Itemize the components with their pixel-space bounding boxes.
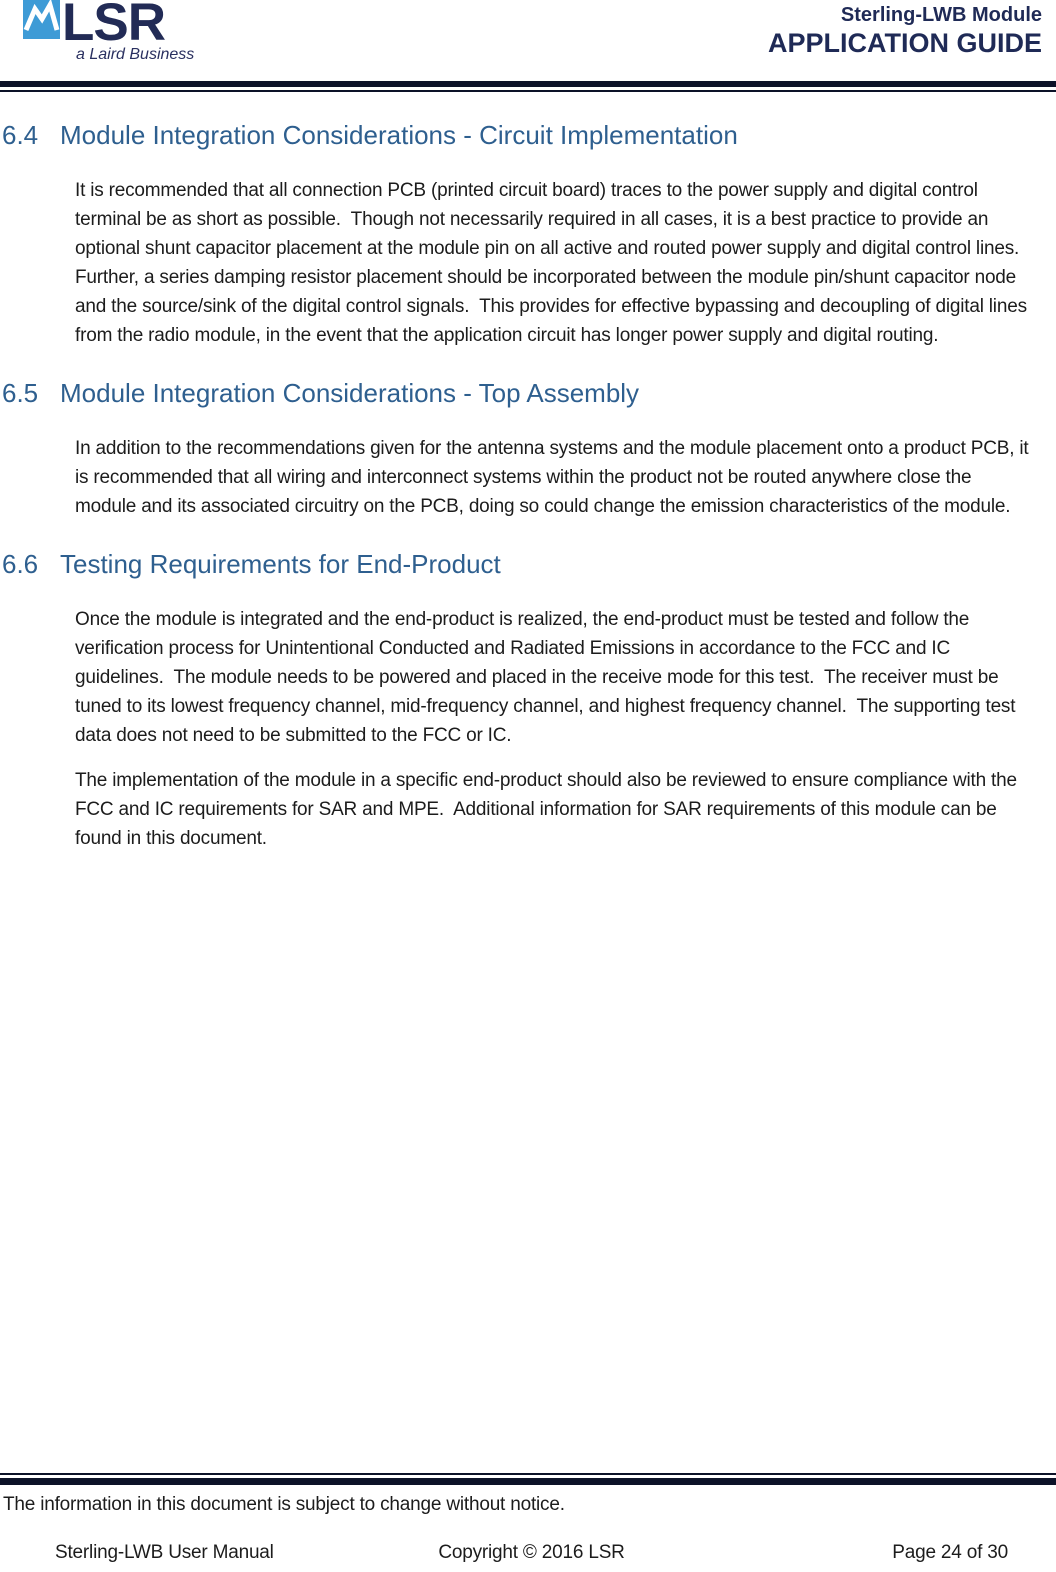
section-title: Testing Requirements for End-Product [60,549,501,579]
section-title: Module Integration Considerations - Circuit Implementation [60,120,738,150]
document-body [0,118,1056,853]
section-title: Module Integration Considerations - Top Assembly [60,378,640,408]
footer-page-number: Page 24 of 30 [892,1542,1009,1563]
footer-copyright: Copyright © 2016 LSR [438,1542,625,1563]
section-number: 6.4 [2,120,39,150]
section-heading-6-4 [2,118,1046,152]
header-rule-thin [0,90,1056,92]
section-number: 6.5 [2,378,39,408]
paragraph: Once the module is integrated and the end-product is realized, the end-product must be tested and follow the verification process for Unintentional Conducted and Radiated Emissions in accordance to the FCC and IC guidelines. The module needs to be powered and placed in the receive mode for this test. The receiver must be tuned to its lowest frequency channel, mid-frequency channel, and highest frequency channel. The supporting test data does not need to be submitted to the FCC or IC. [75,609,1021,746]
header-rule-thick [0,81,1056,87]
doc-title-line1: Sterling-LWB Module [840,4,1042,26]
doc-title-line2: APPLICATION GUIDE [767,28,1042,58]
logo-text: LSR [62,0,165,52]
paragraph: The implementation of the module in a specific end-product should also be reviewed to ensure compliance with the FCC and IC requirements for SAR and MPE. Additional information for SAR requirements of this module can be found in this document. [75,770,1022,849]
section-number: 6.6 [2,549,39,579]
logo-tagline: a Laird Business [76,46,195,63]
logo-mark-icon [23,0,60,39]
section-heading-6-6 [2,547,1046,581]
footer-rule-thin [0,1473,1056,1475]
page-footer [0,1473,1056,1572]
paragraph: In addition to the recommendations given for the antenna systems and the module placement onto a product PCB, it is recommended that all wiring and interconnect systems within the product not be routed anywhere close the module and its associated circuitry on the PCB, doing so could change the emission characteristics of the module. [75,438,1034,517]
section-heading-6-5 [2,376,1046,410]
paragraph: It is recommended that all connection PCB (printed circuit board) traces to the power supply and digital control terminal be as short as possible. Though not necessarily required in all cases, it is a best practice to provide an optional shunt capacitor placement at the module pin on all active and routed power supply and digital control lines. Further, a series damping resistor placement should be incorporated between the module pin/shunt capacitor node and the source/sink of the digital control signals. This provides for effective bypassing and decoupling of digital lines from the radio module, in the event that the application circuit has longer power supply and digital routing. [75,180,1032,346]
footer-rule-thick [0,1478,1056,1485]
footer-row [0,1542,1056,1572]
footer-manual-name: Sterling-LWB User Manual [55,1542,274,1563]
page-header [0,0,1056,80]
document-title-block [768,2,1042,59]
footer-notice: The information in this document is subject to change without notice. [3,1494,565,1515]
